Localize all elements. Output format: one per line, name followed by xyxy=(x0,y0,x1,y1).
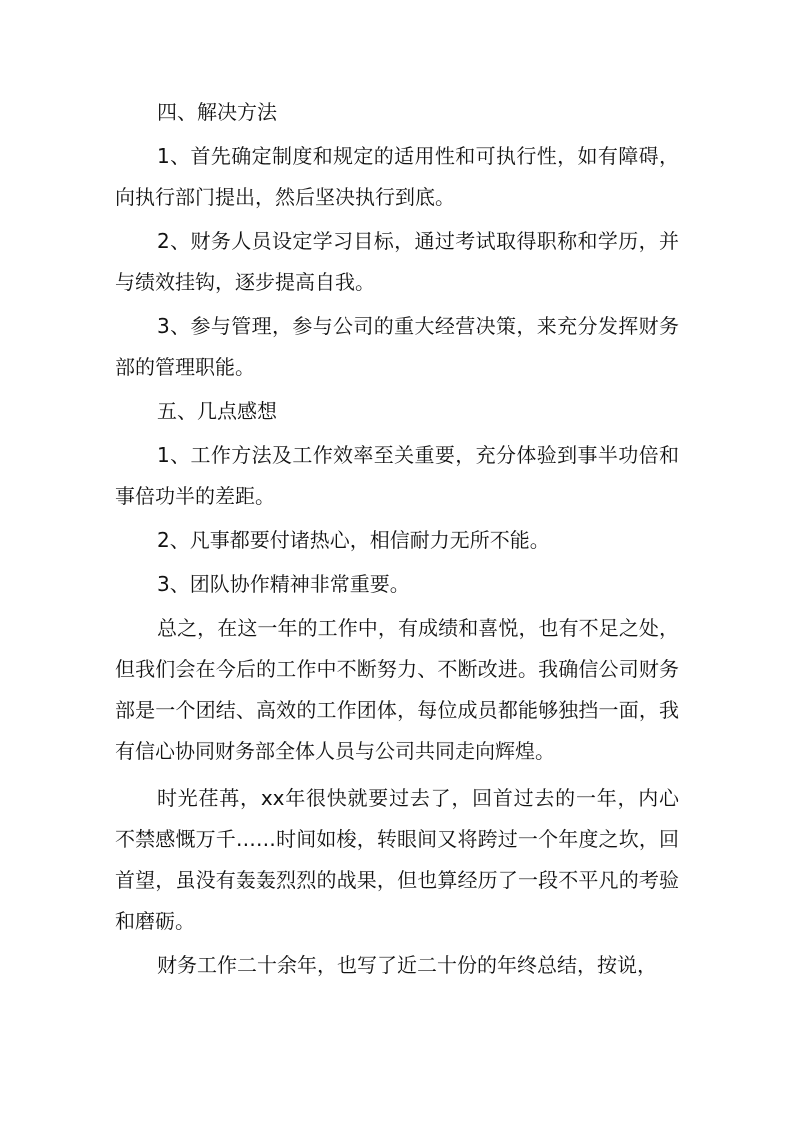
section-heading-solutions: 四、解决方法 xyxy=(157,100,277,124)
paragraph: 1、首先确定制度和规定的适用性和可执行性，如有障碍，向执行部门提出，然后坚决执行到底。 xyxy=(115,144,679,209)
paragraph: 财务工作二十余年，也写了近二十份的年终总结，按说， xyxy=(157,953,657,977)
document-body xyxy=(115,92,679,989)
paragraph: 3、团队协作精神非常重要。 xyxy=(157,572,410,596)
paragraph: 2、凡事都要付诸热心，相信耐力无所不能。 xyxy=(157,528,550,552)
paragraph: 2、财务人员设定学习目标，通过考试取得职称和学历，并与绩效挂钩，逐步提高自我。 xyxy=(115,229,679,294)
section-heading-reflections: 五、几点感想 xyxy=(157,399,277,423)
paragraph: 总之，在这一年的工作中，有成绩和喜悦，也有不足之处，但我们会在今后的工作中不断努力、不断改进。我确信公司财务部是一个团结、高效的工作团体，每位成员都能够独挡一面，我有信心协同财务部全体人员与公司共同走向辉煌。 xyxy=(115,616,679,763)
paragraph: 1、工作方法及工作效率至关重要，充分体验到事半功倍和事倍功半的差距。 xyxy=(115,443,679,508)
paragraph: 时光荏苒，xx年很快就要过去了，回首过去的一年，内心不禁感慨万千……时间如梭，转眼间又将跨过一个年度之坎，回首望，虽没有轰轰烈烈的战果，但也算经历了一段不平凡的考验和磨砺。 xyxy=(115,786,679,933)
paragraph: 3、参与管理，参与公司的重大经营决策，来充分发挥财务部的管理职能。 xyxy=(115,314,679,379)
